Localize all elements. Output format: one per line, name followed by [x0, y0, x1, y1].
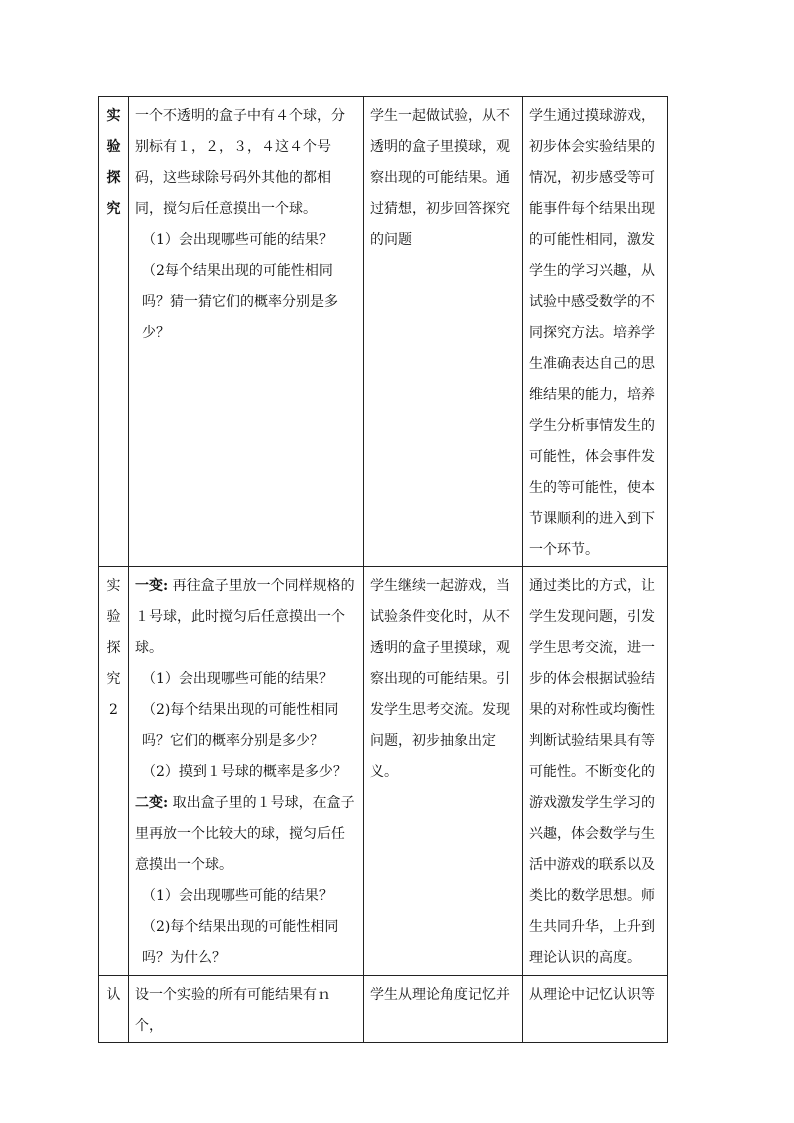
content-cell [129, 976, 364, 1043]
question-item: （2)每个结果出现的可能性相同吗？为什么？ [142, 919, 339, 966]
design-intent-cell [523, 97, 668, 567]
variation-two [135, 788, 357, 881]
stage-char: 2 [109, 702, 118, 718]
stage-cell [99, 97, 129, 567]
stage-char: 究 [106, 671, 121, 687]
variation-two-label: 二变: [135, 795, 169, 811]
stage-char: 认 [106, 987, 121, 1003]
design-intent-text: 学生通过摸球游戏，初步体会实验结果的情况，初步感受等可能事件每个结果出现的可能性相同，激发学生的学习兴趣，从试验中感受数学的不同探究方法。培养学生准确表达自己的思维结果的能力，培养学生分析事情发生的可能性，体会事件发生的等可能性，使本节课顺利的进入到下一个环节。 [529, 108, 655, 558]
question-item: （1）会出现哪些可能的结果？ [142, 888, 333, 904]
design-intent-text: 从理论中记忆认识等 [529, 987, 655, 1003]
stage-cell [99, 976, 129, 1043]
student-activity-cell [364, 567, 523, 976]
design-intent-text: 通过类比的方式，让学生发现问题，引发学生思考交流，进一步的体会根据试验结果的对称性或均衡性判断试验结果具有等可能性。不断变化的游戏激发学生学习的兴趣，体会数学与生活中游戏的联系以及类比的数学思想。师生共同升华，上升到理论认识的高度。 [529, 578, 655, 966]
stage-char: 究 [106, 201, 121, 217]
question-item: （1）会出现哪些可能的结果？ [142, 232, 333, 248]
student-activity-text: 学生从理论角度记忆并 [370, 987, 510, 1003]
table-row [99, 567, 668, 976]
table-row [99, 97, 668, 567]
design-intent-cell [523, 567, 668, 976]
question-item: （2)每个结果出现的可能性相同吗？它们的概率分别是多少？ [142, 702, 339, 749]
student-activity-text: 学生继续一起游戏，当试验条件变化时，从不透明的盒子里摸球，观察出现的可能结果。引发学生思考交流。发现问题，初步抽象出定义。 [370, 578, 510, 780]
student-activity-text: 学生一起做试验，从不透明的盒子里摸球，观察出现的可能结果。通过猜想，初步回答探究的问题 [370, 108, 510, 248]
content-paragraph: 设一个实验的所有可能结果有ｎ个， [135, 987, 331, 1034]
content-cell [129, 97, 364, 567]
variation-one-label: 一变: [135, 578, 169, 594]
stage-cell [99, 567, 129, 976]
lesson-plan-table [98, 96, 668, 1043]
question-item: （2）摸到１号球的概率是多少？ [142, 764, 347, 780]
content-paragraph: 一个不透明的盒子中有４个球，分别标有１，２，３，４这４个号码，这些球除号码外其他的都相同，搅匀后任意摸出一个球。 [135, 108, 345, 217]
table-row [99, 976, 668, 1043]
design-intent-cell [523, 976, 668, 1043]
stage-char: 探 [106, 640, 121, 656]
variation-two-text: 取出盒子里的１号球，在盒子里再放一个比较大的球，搅匀后任意摸出一个球。 [135, 795, 355, 873]
stage-char: 实 [106, 108, 121, 124]
question-item: （1）会出现哪些可能的结果？ [142, 671, 333, 687]
student-activity-cell [364, 97, 523, 567]
student-activity-cell [364, 976, 523, 1043]
stage-char: 实 [106, 578, 121, 594]
content-cell [129, 567, 364, 976]
stage-char: 验 [106, 139, 121, 155]
stage-char: 探 [106, 170, 121, 186]
variation-one-text: 再往盒子里放一个同样规格的１号球，此时搅匀后任意摸出一个球。 [135, 578, 355, 656]
stage-char: 验 [106, 609, 121, 625]
variation-one [135, 571, 357, 664]
question-item: （2每个结果出现的可能性相同吗？猜一猜它们的概率分别是多少？ [142, 263, 338, 341]
